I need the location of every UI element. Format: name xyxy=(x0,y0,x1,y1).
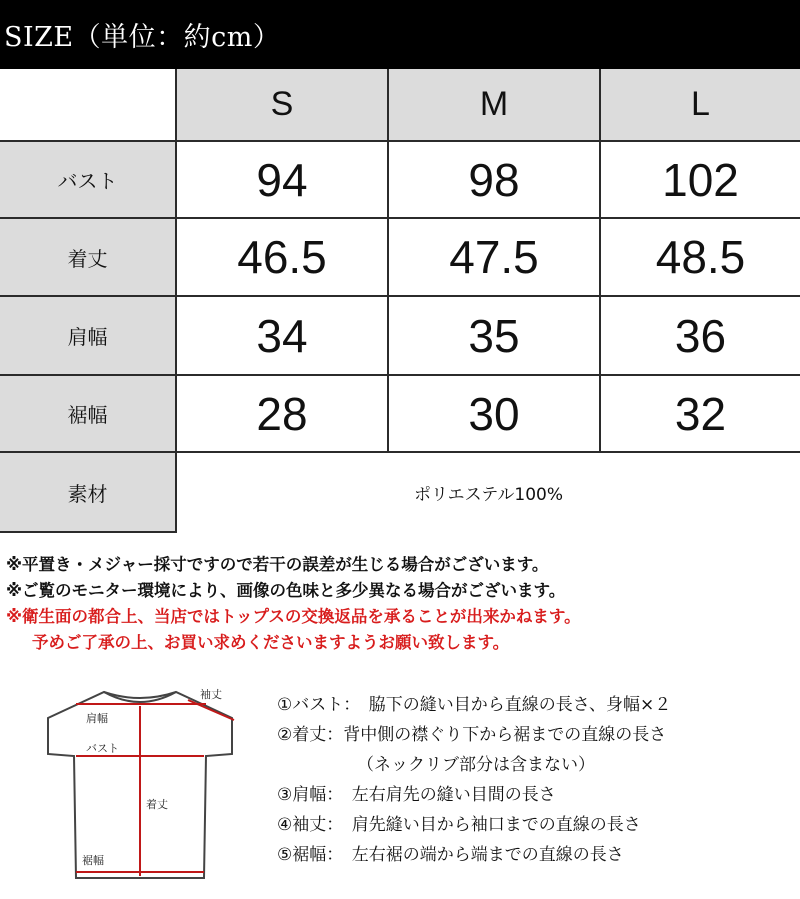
page-title: SIZE（単位：約cm） xyxy=(4,22,281,53)
row-label-shoulder: 肩幅 xyxy=(0,296,176,375)
shoulder-m: 35 xyxy=(388,296,600,375)
bust-s: 94 xyxy=(176,141,388,218)
bust-l: 102 xyxy=(600,141,800,218)
hem-s: 28 xyxy=(176,375,388,452)
desc-sleeve: ④袖丈： 肩先縫い目から袖口までの直線の長さ xyxy=(277,815,641,835)
table-row xyxy=(0,141,800,218)
hem-m: 30 xyxy=(388,375,600,452)
table-row xyxy=(0,296,800,375)
note-returns: ※衛生面の都合上、当店ではトップスの交換返品を承ることが出来かねます。 xyxy=(6,607,581,626)
desc-shoulder: ③肩幅： 左右肩先の縫い目間の長さ xyxy=(277,785,556,805)
desc-bust: ①バスト： 脇下の縫い目から直線の長さ、身幅×２ xyxy=(277,695,672,715)
row-label-hem: 裾幅 xyxy=(0,375,176,452)
table-row xyxy=(0,452,800,532)
header-bar xyxy=(0,0,800,69)
row-label-bust: バスト xyxy=(0,141,176,218)
tshirt-diagram xyxy=(36,682,246,882)
note-monitor: ※ご覧のモニター環境により、画像の色味と多少異なる場合がございます。 xyxy=(6,581,566,600)
corner-cell xyxy=(0,69,176,141)
table-row xyxy=(0,375,800,452)
label-shoulder: 肩幅 xyxy=(86,712,108,725)
desc-hem: ⑤裾幅： 左右裾の端から端までの直線の長さ xyxy=(277,845,624,865)
size-table xyxy=(0,69,800,533)
notes xyxy=(6,552,796,656)
shoulder-l: 36 xyxy=(600,296,800,375)
sleeve-line xyxy=(188,700,234,720)
length-m: 47.5 xyxy=(388,218,600,296)
label-bust: バスト xyxy=(86,742,119,755)
label-length: 着丈 xyxy=(146,798,168,811)
desc-length: ②着丈：背中側の襟ぐり下から裾までの直線の長さ xyxy=(277,725,667,745)
length-l: 48.5 xyxy=(600,218,800,296)
table-row xyxy=(0,218,800,296)
note-measurement: ※平置き・メジャー採寸ですので若干の誤差が生じる場合がございます。 xyxy=(6,555,549,574)
shoulder-s: 34 xyxy=(176,296,388,375)
size-header-l: L xyxy=(600,69,800,141)
measurement-descriptions xyxy=(277,690,797,870)
label-sleeve: 袖丈 xyxy=(200,688,222,701)
row-label-length: 着丈 xyxy=(0,218,176,296)
table-header-row xyxy=(0,69,800,141)
size-header-s: S xyxy=(176,69,388,141)
row-label-material: 素材 xyxy=(0,452,176,532)
length-s: 46.5 xyxy=(176,218,388,296)
bust-m: 98 xyxy=(388,141,600,218)
note-returns-2: 予めご了承の上、お買い求めくださいますようお願い致します。 xyxy=(32,633,510,652)
label-hem: 裾幅 xyxy=(82,854,104,867)
material-value: ポリエステル100% xyxy=(176,452,800,532)
desc-length-note: （ネックリブ部分は含まない） xyxy=(357,755,595,775)
hem-l: 32 xyxy=(600,375,800,452)
size-header-m: M xyxy=(388,69,600,141)
